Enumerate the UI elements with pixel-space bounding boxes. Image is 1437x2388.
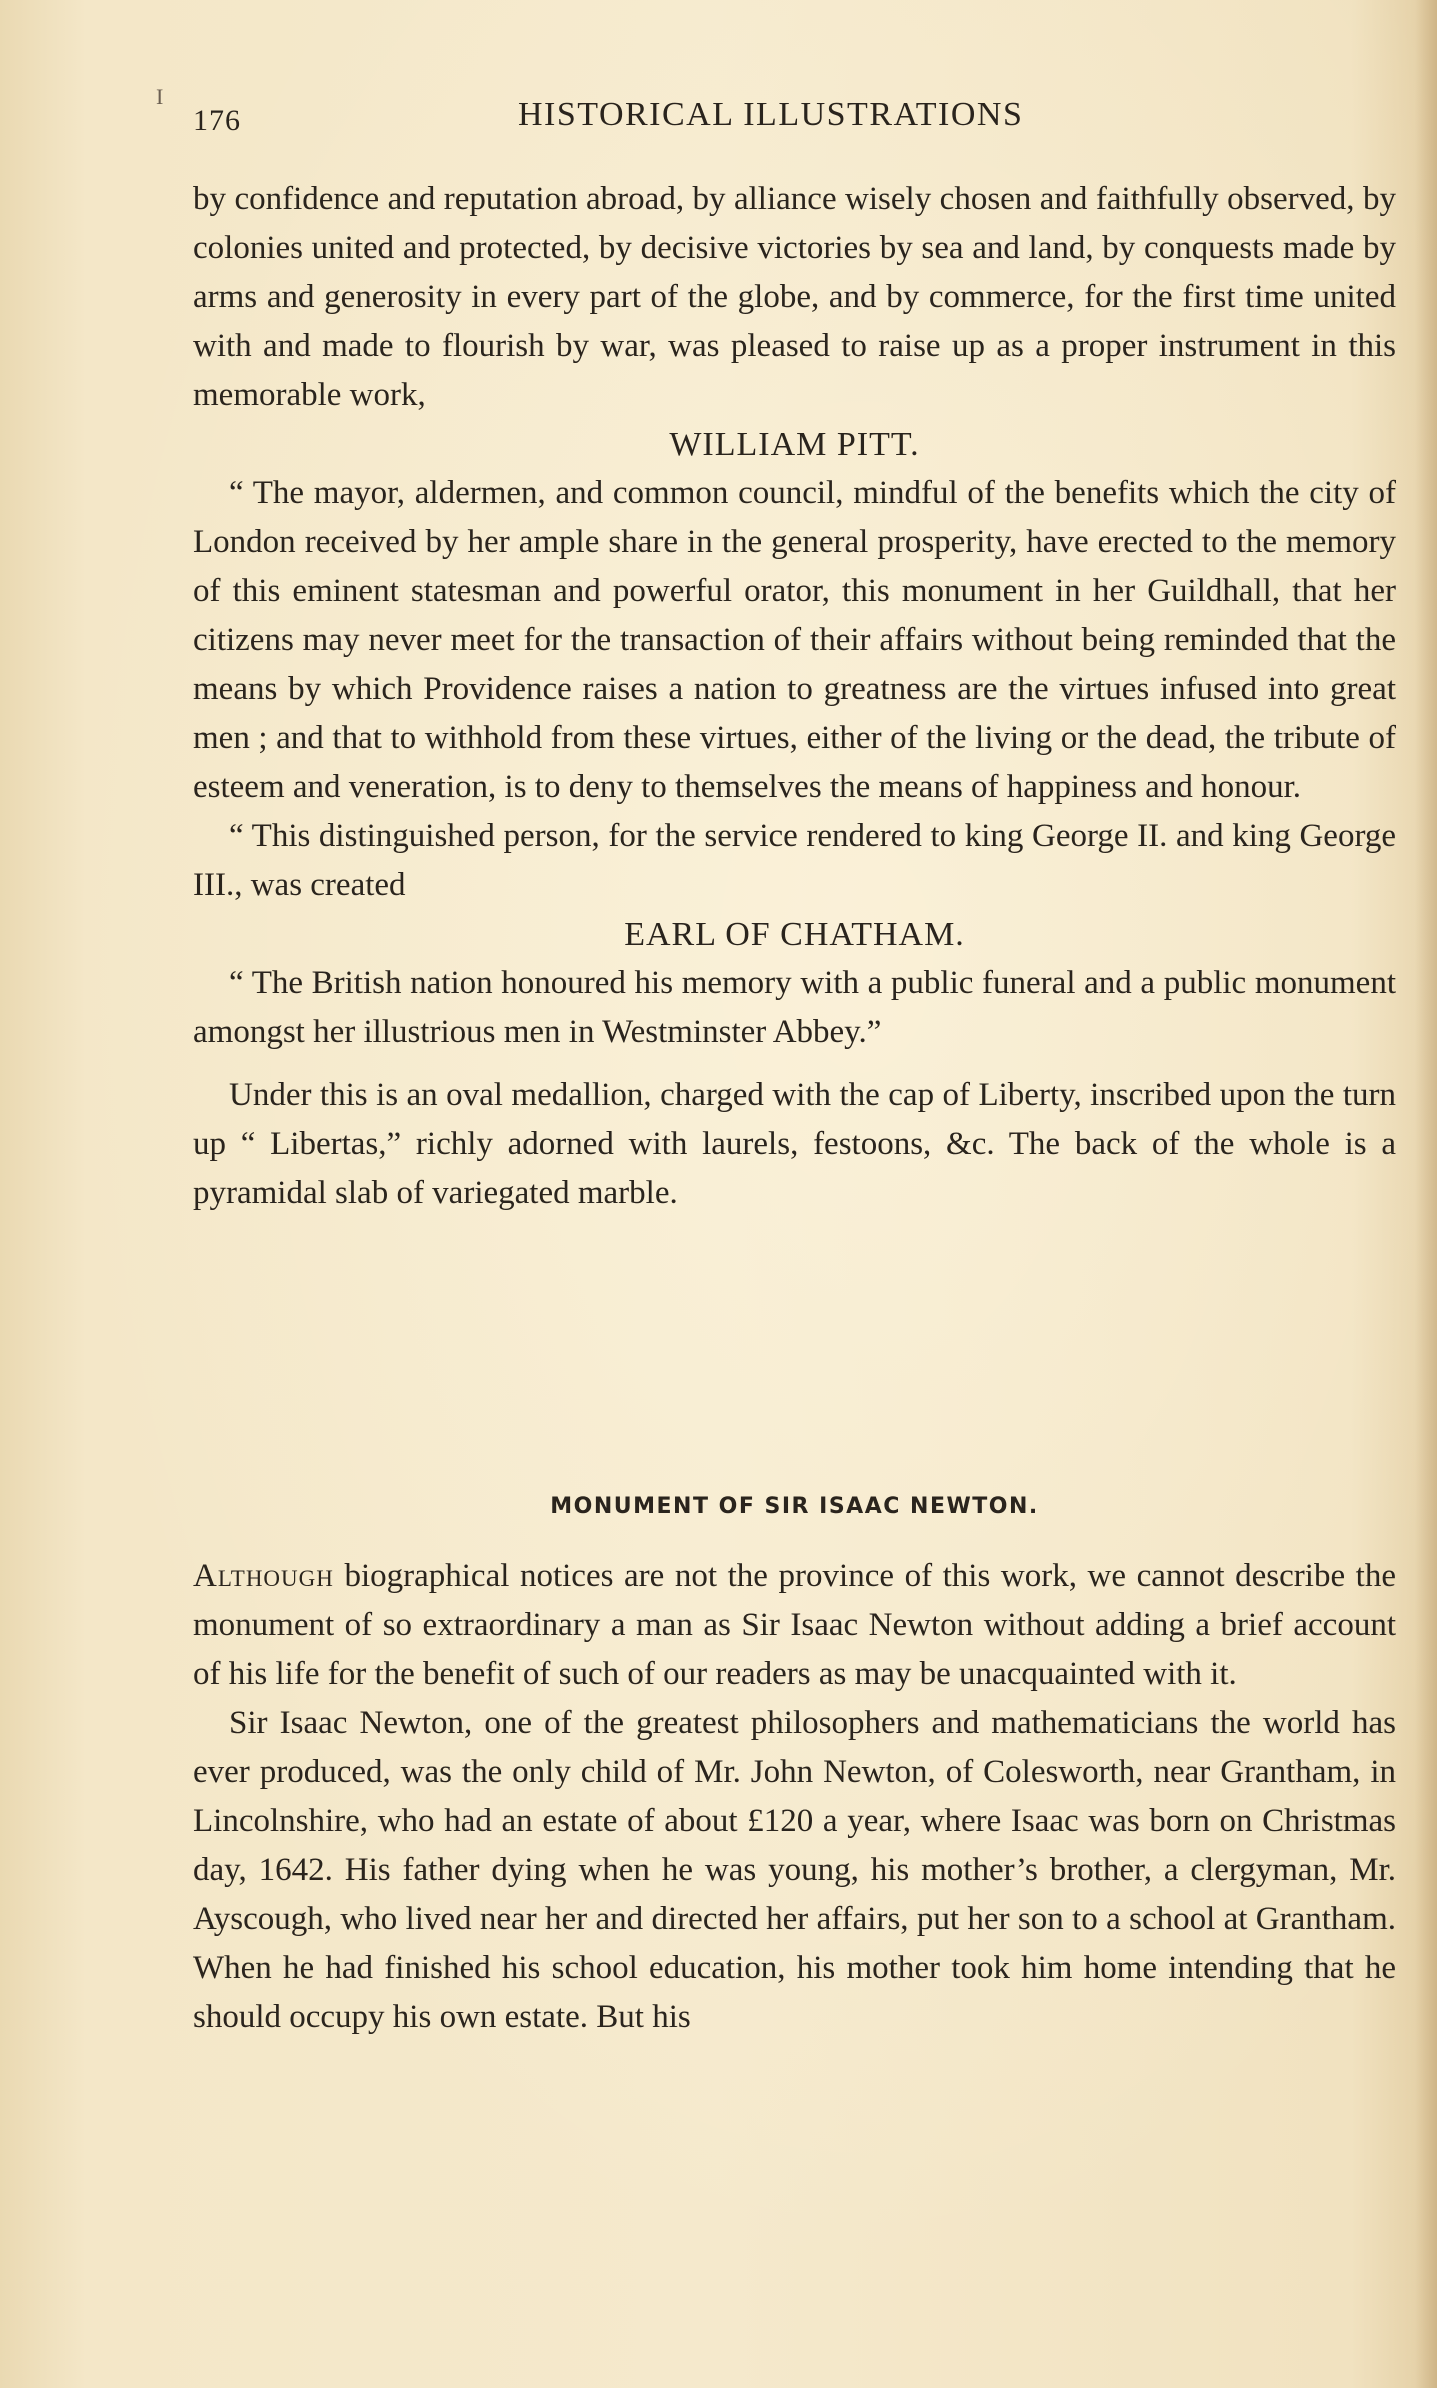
- body-paragraph: [193, 1552, 1396, 1699]
- inscription-paragraph: by confidence and reputation abroad, by alliance wisely chosen and faithfully observed, by colonies united and protected, by decisive victories by sea and land, by conquests made by arms and generosity in every part of the globe, and by commerce, for the first time united with and made to flourish by war, was pleased to raise up as a proper instrument in this memorable work,: [193, 181, 1396, 413]
- running-title: HISTORICAL ILLUSTRATIONS: [518, 96, 1024, 133]
- section-heading: MONUMENT OF SIR ISAAC NEWTON.: [550, 1494, 1039, 1519]
- page-edge-shadow: [1415, 0, 1437, 2388]
- pitt-inscription-text: [193, 175, 1396, 1218]
- page-number: 176: [193, 104, 241, 137]
- lead-word: Although: [193, 1558, 334, 1594]
- inscription-paragraph: “ The British nation honoured his memory with a public funeral and a public monument amongst her illustrious men in Westminster Abbey.”: [193, 965, 1396, 1050]
- margin-mark: I: [156, 84, 164, 109]
- body-paragraph: Sir Isaac Newton, one of the greatest philosophers and mathematicians the world has ever produced, was the only child of Mr. John Newton, of Colesworth, near Grantham, in Lincolnshire, who had an estate of about £120 a year, where Isaac was born on Christmas day, 1642. His father dying when he was young, his mother’s brother, a clergyman, Mr. Ayscough, who lived near her and directed her affairs, put her son to a school at Grantham. When he had finished his school education, his mother took him home intending that he should occupy his own estate. But his: [193, 1705, 1396, 2035]
- running-head: [193, 96, 1393, 146]
- paragraph-text: biographical notices are not the province of this work, we cannot describe the monument of so extraordinary a man as Sir Isaac Newton without adding a brief account of his life for the benefit of such of our readers as may be unacquainted with it.: [193, 1558, 1396, 1692]
- newton-section-text: [193, 1552, 1396, 2042]
- inscription-paragraph: “ The mayor, aldermen, and common council, mindful of the benefits which the city of London received by her ample share in the general prosperity, have erected to the memory of this eminent statesman and powerful orator, this monument in her Guildhall, that her citizens may never meet for the transaction of their affairs without being reminded that the means by which Providence raises a nation to greatness are the virtues infused into great men ; and that to withhold from these virtues, either of the living or the dead, the tribute of esteem and veneration, is to deny to themselves the means of happiness and honour.: [193, 475, 1396, 805]
- description-paragraph: Under this is an oval medallion, charged with the cap of Liberty, inscribed upon the turn up “ Libertas,” richly adorned with laurels, festoons, &c. The back of the whole is a pyramidal slab of variegated marble.: [193, 1077, 1396, 1211]
- inscription-paragraph: “ This distinguished person, for the service rendered to king George II. and king George III., was created: [193, 818, 1396, 903]
- inscription-name-chatham: EARL OF CHATHAM.: [624, 916, 965, 953]
- inscription-name-pitt: WILLIAM PITT.: [669, 426, 920, 463]
